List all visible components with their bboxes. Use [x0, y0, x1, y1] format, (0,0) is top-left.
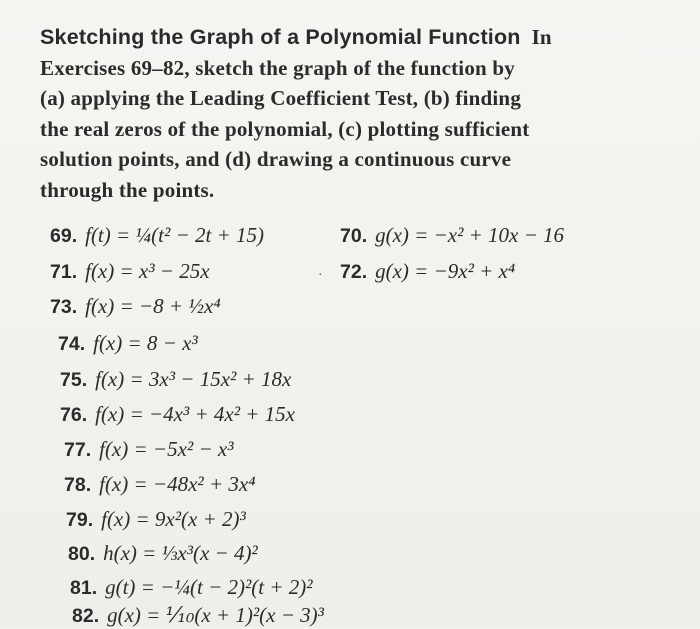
exercise-81	[70, 574, 313, 601]
exercise-77	[64, 436, 234, 463]
instructions-line-3: (a) applying the Leading Coefficient Test, (b) finding	[40, 86, 522, 110]
exercise-number: 70.	[340, 225, 368, 247]
instructions-line-5: solution points, and (d) drawing a continuous curve	[40, 147, 512, 171]
exercise-74	[58, 330, 198, 357]
exercise-72	[340, 258, 515, 285]
instructions-line-4: the real zeros of the polynomial, (c) plotting sufficient	[40, 116, 530, 141]
instructions-line-6: through the points.	[40, 177, 215, 202]
exercise-function: g(x) = −9x² + x⁴	[375, 259, 516, 283]
exercise-number: 79.	[66, 509, 94, 531]
exercise-function: f(x) = x³ − 25x	[85, 259, 210, 283]
exercise-number: 71.	[50, 261, 78, 283]
exercise-number: 72.	[340, 261, 368, 283]
exercise-function: h(x) = ⅓x³(x − 4)²	[103, 541, 258, 565]
exercise-73	[50, 293, 221, 320]
exercise-71	[50, 258, 210, 285]
exercise-number: 78.	[64, 474, 92, 496]
exercise-function: g(x) = −x² + 10x − 16	[375, 223, 565, 247]
exercise-82	[72, 602, 324, 629]
instructions-paragraph	[40, 22, 640, 205]
instructions-line-1	[40, 22, 640, 53]
stray-mark: ·	[318, 268, 323, 283]
exercise-69	[50, 222, 264, 249]
exercise-number: 74.	[58, 333, 86, 355]
exercise-function: g(t) = −¼(t − 2)²(t + 2)²	[105, 575, 313, 599]
exercise-number: 75.	[60, 369, 88, 391]
exercise-function: f(x) = 9x²(x + 2)³	[101, 507, 246, 531]
exercise-70	[340, 222, 564, 249]
instructions-line-2: Exercises 69–82, sketch the graph of the function by	[40, 55, 515, 80]
exercise-function: f(x) = 3x³ − 15x² + 18x	[95, 367, 292, 391]
exercise-function: f(x) = −5x² − x³	[99, 437, 234, 461]
exercise-function: f(x) = −8 + ½x⁴	[85, 294, 221, 318]
exercise-78	[64, 471, 256, 498]
exercise-number: 80.	[68, 543, 96, 565]
exercise-number: 82.	[72, 605, 100, 627]
exercise-number: 76.	[60, 404, 88, 426]
instructions-text-1: In	[531, 25, 552, 49]
section-heading: Sketching the Graph of a Polynomial Function	[40, 25, 521, 49]
exercise-number: 77.	[64, 439, 92, 461]
exercise-75	[60, 366, 291, 393]
exercise-number: 73.	[50, 296, 78, 318]
exercise-80	[68, 540, 258, 567]
exercise-function: f(x) = −4x³ + 4x² + 15x	[95, 402, 295, 426]
exercise-number: 69.	[50, 225, 78, 247]
exercise-function: g(x) = ⅒(x + 1)²(x − 3)³	[107, 603, 324, 627]
exercise-function: f(x) = −48x² + 3x⁴	[99, 472, 256, 496]
exercise-function: f(t) = ¼(t² − 2t + 15)	[85, 223, 264, 247]
exercise-number: 81.	[70, 577, 98, 599]
exercise-function: f(x) = 8 − x³	[93, 331, 198, 355]
exercise-79	[66, 506, 246, 533]
exercise-76	[60, 401, 295, 428]
